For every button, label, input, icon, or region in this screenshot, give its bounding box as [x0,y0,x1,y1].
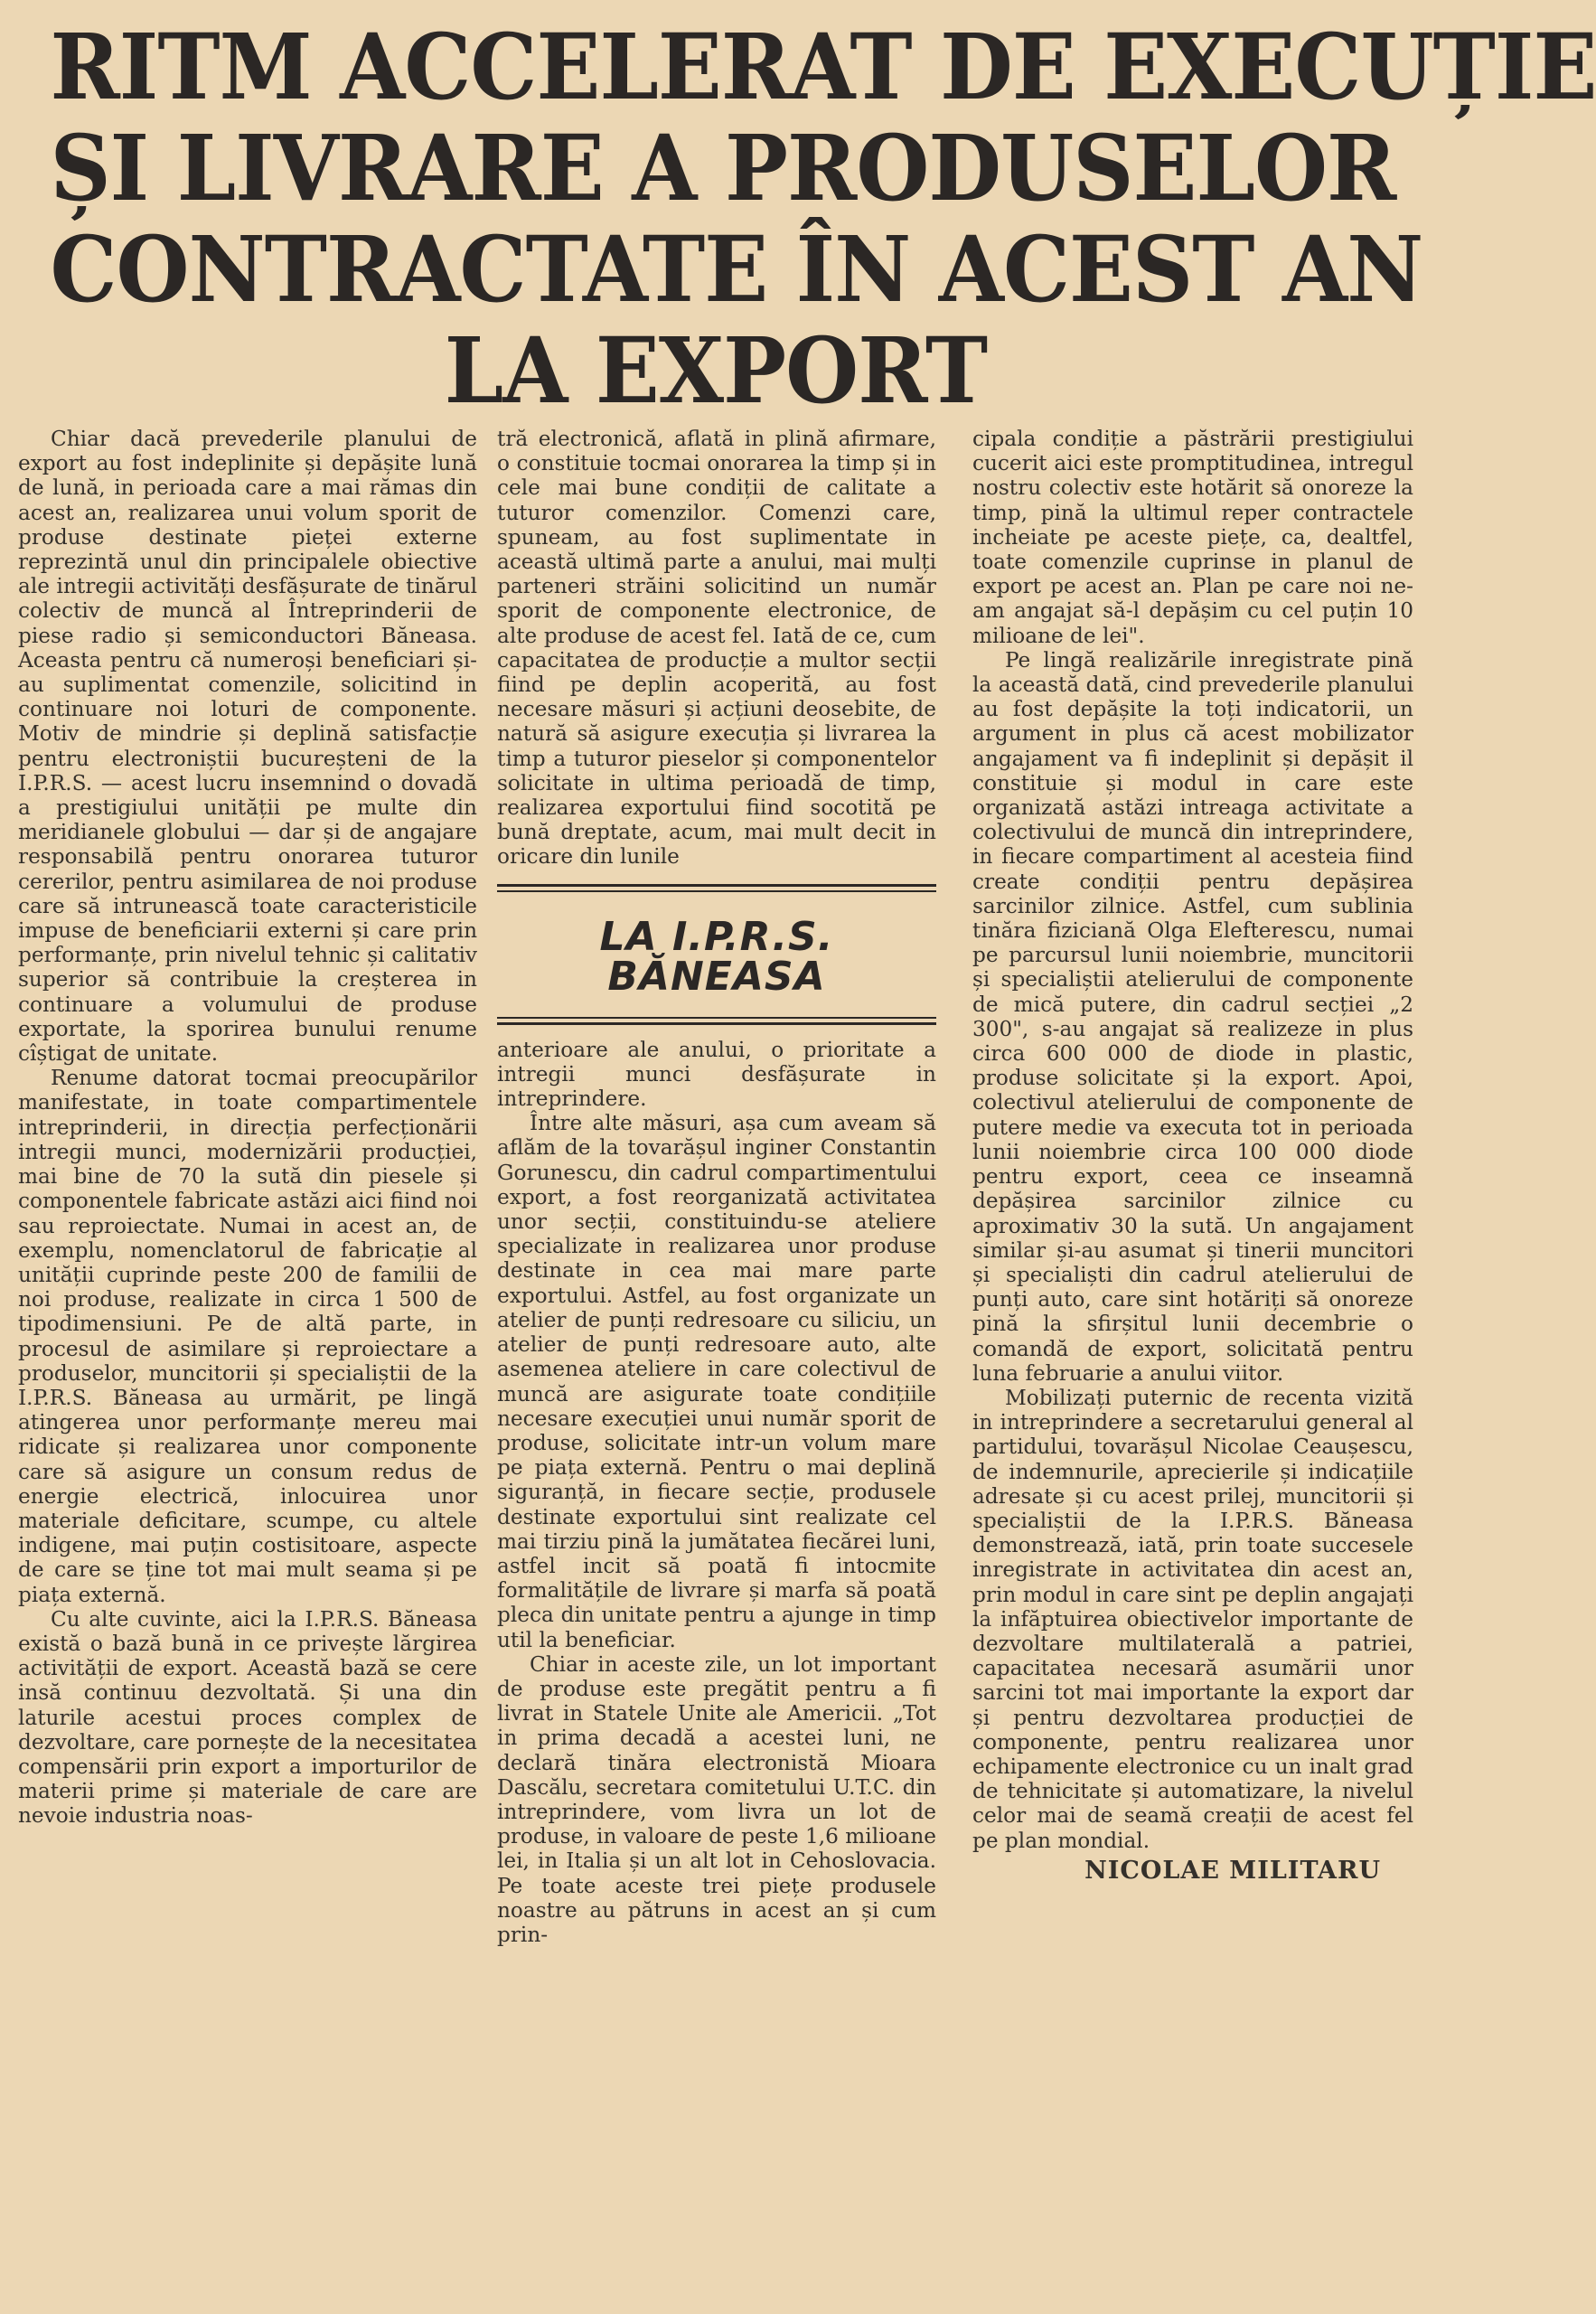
paragraph: Chiar in aceste zile, un lot important de produse este pregătit pentru a fi livrat in Statele Unite ale Americii. „Tot in prima decadă a acestei luni, ne declară tinăra electronistă Mioara Dascălu, secretara comitetului U.T.C. din intreprindere, vom livra un lot de produse, in valoare de peste 1,6 milioane lei, in Italia și un alt lot in Cehoslovacia. Pe toate aceste trei piețe produsele noastre au pătruns in acest an și cum prin- [497,1651,936,1947]
article-column-2 [497,427,936,1947]
paragraph: Chiar dacă prevederile planului de export au fost indeplinite și depășite lună de lună, in perioada care a mai rămas din acest an, realizarea unui volum sporit de produse destinate pieței externe reprezintă unul din principalele obiective ale intregii activități desfășurate de tinărul colectiv de muncă al Întreprinderii de piese radio și semiconductori Băneasa. Aceasta pentru că numeroși beneficiari și-au suplimentat comenzile, solicitind in continuare noi loturi de componente. Motiv de mindrie și deplină satisfacție pentru electroniștii bucureșteni de la I.P.R.S. — acest lucru insemnind o dovadă a prestigiului unității pe multe din meridianele globului — dar și de angajare responsabilă pentru onorarea tuturor cererilor, pentru asimilarea de noi produse care să intrunească toate caracteristicile impuse de beneficiarii externi și care prin performanțe, prin nivelul tehnic și calitativ superior să contribuie la creșterea in continuare a volumului de produse exportate, la sporirea bunului renume cîștigat de unitate. [18,427,477,1067]
subhead-box [497,884,936,1025]
paragraph: tră electronică, aflată in plină afirmare, o constituie tocmai onorarea la timp și in cele mai bune condiții de calitate a tuturor comenzilor. Comenzi care, spuneam, au fost suplimentate in această ultimă parte a anului, mai mulți parteneri străini solicitind un număr sporit de componente electronice, de alte produse de acest fel. Iată de ce, cum capacitatea de producție a multor secții fiind pe deplin acoperită, au fost necesare măsuri și acțiuni deosebite, de natură să asigure execuția și livrarea la timp a tuturor pieselor și componentelor solicitate in ultima perioadă de timp, realizarea exportului fiind socotită pe bună dreptate, acum, mai mult decit in oricare din lunile [497,427,936,870]
paragraph: Cu alte cuvinte, aici la I.P.R.S. Băneasa există o bază bună in ce privește lărgirea activității de export. Această bază se cere insă continuu dezvoltată. Și una din laturile acestui proces complex de dezvoltare, care pornește de la necesitatea compensării prin export a importurilor de materii prime și materiale de care are nevoie industria noas- [18,1606,477,1829]
divider-rule [497,884,936,887]
headline-line: ȘI LIVRARE A PRODUSELOR [50,115,1396,221]
paragraph: cipala condiție a păstrării prestigiului cucerit aici este promptitudinea, intregul nostru colectiv este hotărit să onoreze la timp, pină la ultimul reper contractele incheiate pe aceste piețe, ca, dealtfel, toate comenzile cuprinse in planul de export pe acest an. Plan pe care noi ne-am angajat să-l depășim cu cel puțin 10 milioane de lei". [972,427,1413,648]
article-column-3 [972,427,1413,1883]
subheading: LA I.P.R.S. BĂNEASA [599,913,834,1000]
headline-line: LA EXPORT [444,317,988,424]
paragraph: Mobilizați puternic de recenta vizită in intreprindere a secretarului general al partidului, tovarășul Nicolae Ceaușescu, de indemnurile, aprecierile și indicațiile adresate și cu acest prilej, muncitorii și specialiștii de la I.P.R.S. Băneasa demonstrează, iată, prin toate succesele inregistrate in activitatea din acest an, prin modul in care sint pe deplin angajați la infăptuirea obiectivelor importante de dezvoltare multilaterală a patriei, capacitatea necesară asumării unor sarcini tot mai importante la export dar și pentru dezvoltarea producției de componente, pentru realizarea unor echipamente electronice cu un inalt grad de tehnicitate și automatizare, la nivelul celor mai de seamă creații de acest fel pe plan mondial. [972,1385,1413,1853]
headline-line: RITM ACCELERAT DE EXECUȚIE [50,14,1596,120]
headline [50,14,1596,424]
author-byline: NICOLAE MILITARU [1084,1856,1381,1885]
paragraph: Pe lingă realizările inregistrate pină la această dată, cind prevederile planului au fost depășite la toți indicatorii, un argument in plus că acest mobilizator angajament va fi indeplinit și depășit il constituie și modul in care este organizată astăzi intreaga activitate a colectivului de muncă din intreprindere, in fiecare compartiment al acesteia fiind create condiții pentru depășirea sarcinilor zilnice. Astfel, cum sublinia tinăra fiziciană Olga Elefterescu, numai pe parcursul lunii noiembrie, muncitorii și specialiștii atelierului de componente de mică putere, din cadrul secției „2 300", s-au angajat să realizeze in plus circa 600 000 de diode in plastic, produse solicitate și la export. Apoi, colectivul atelierului de componente de putere medie va executa tot in perioada lunii noiembrie circa 100 000 diode pentru export, ceea ce inseamnă depășirea sarcinilor zilnice cu aproximativ 30 la sută. Un angajament similar și-au asumat și tinerii muncitori și specialiști din cadrul atelierului de punți auto, care sint hotăriți să onoreze pină la sfirșitul lunii decembrie o comandă de export, solicitată pentru luna februarie a anului viitor. [972,647,1413,1386]
divider-rule [497,1022,936,1025]
headline-line: CONTRACTATE ÎN ACEST AN [50,216,1423,323]
article-column-1 [18,427,477,1829]
paragraph: Renume datorat tocmai preocupărilor manifestate, in toate compartimentele intreprinderii, in direcția perfecționării intregii munci, modernizării producției, mai bine de 70 la sută din piesele și componentele fabricate astăzi aici fiind noi sau reproiectate. Numai in acest an, de exemplu, nomenclatorul de fabricație al unității cuprinde peste 200 de familii de noi produse, realizate in circa 1 500 de tipodimensiuni. Pe de altă parte, in procesul de asimilare și reproiectare a produselor, muncitorii și specialiștii de la I.P.R.S. Băneasa au urmărit, pe lingă atingerea unor performanțe mereu mai ridicate și realizarea unor componente care să asigure un consum redus de energie electrică, inlocuirea unor materiale deficitare, scumpe, cu altele indigene, mai puțin costisitoare, aspecte de care se ține tot mai mult seama și pe piața externă. [18,1066,477,1607]
divider-rule [497,1017,936,1019]
paragraph: anterioare ale anului, o prioritate a intregii munci desfășurate in intreprindere. [497,1037,936,1112]
paragraph: Între alte măsuri, așa cum aveam să aflăm de la tovarășul inginer Constantin Gorunescu, din cadrul compartimentului export, a fost reorganizată activitatea unor secții, constituindu-se ateliere specializate in realizarea unor produse destinate in cea mai mare parte exportului. Astfel, au fost organizate un atelier de punți redresoare cu siliciu, un atelier de punți redresoare auto, alte asemenea ateliere in care colectivul de muncă are asigurate toate condițiile necesare execuției unui număr sporit de produse, solicitate intr-un volum mare pe piața externă. Pentru o mai deplină siguranță, in fiecare secție, produsele destinate exportului sint realizate cel mai tirziu pină la jumătatea fiecărei luni, astfel incit să poată fi intocmite formalitățile de livrare și marfa să poată pleca din unitate pentru a ajunge in timp util la beneficiar. [497,1111,936,1652]
